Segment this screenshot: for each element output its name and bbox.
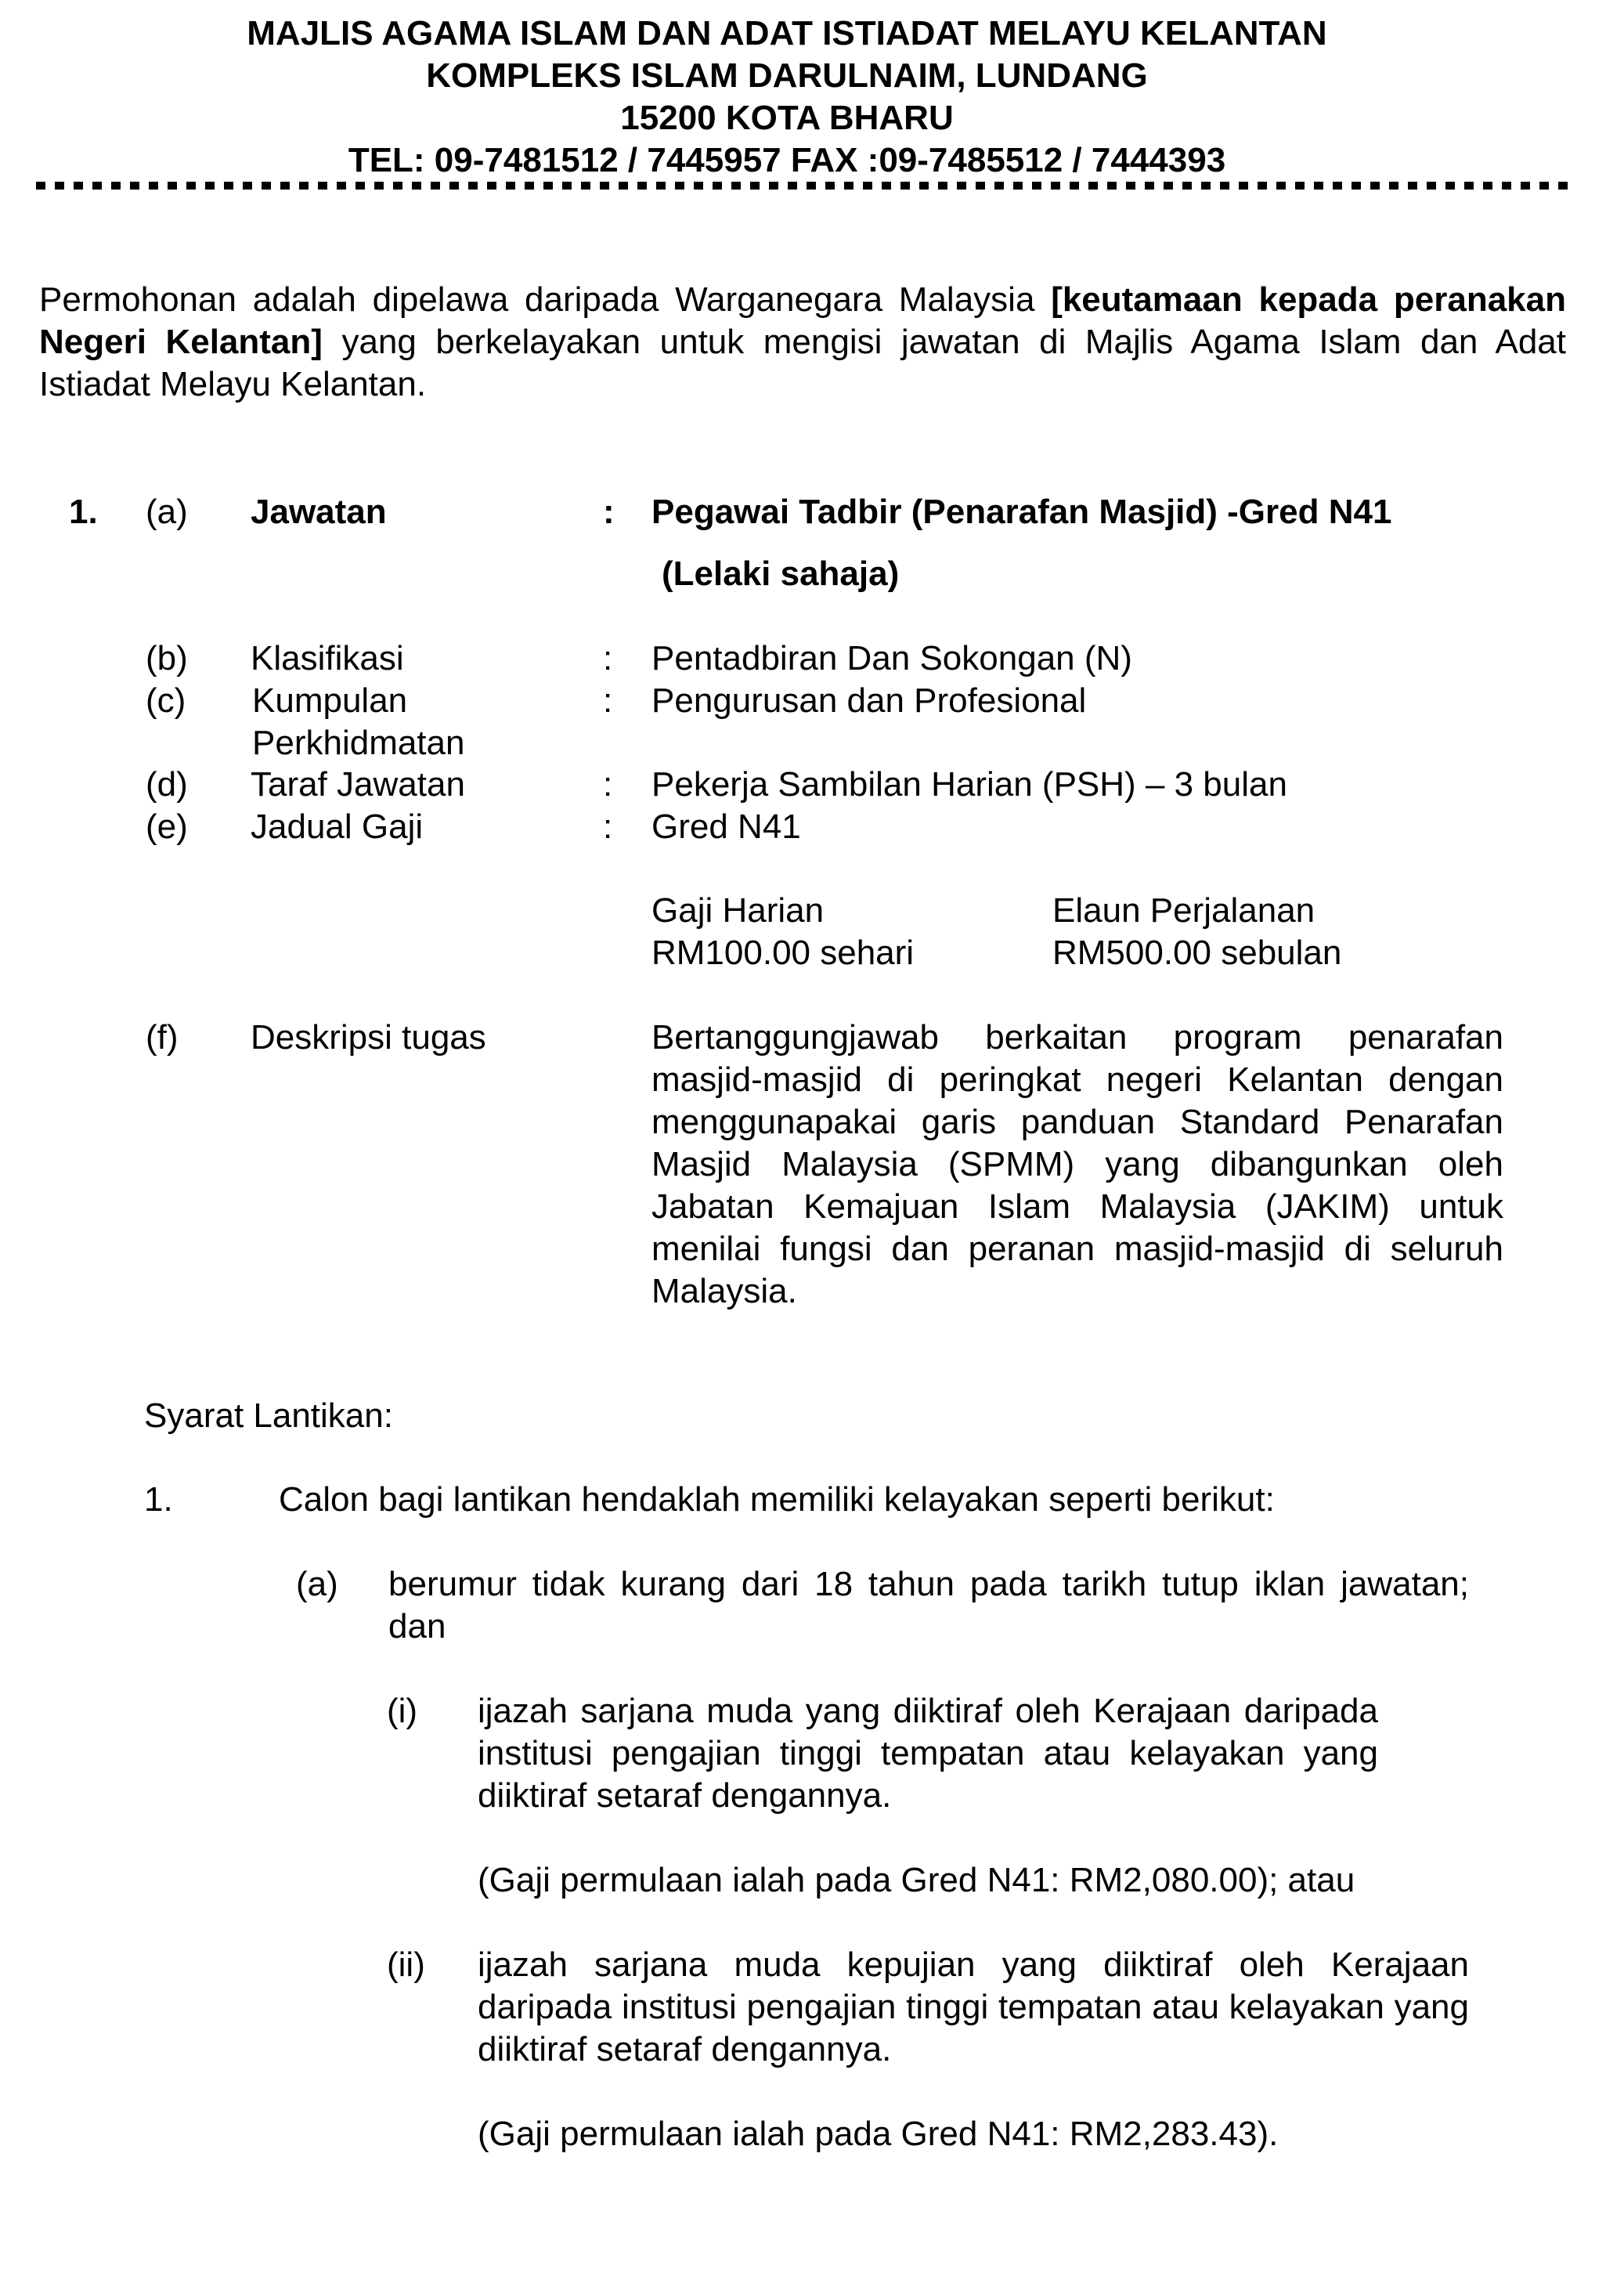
- intro-paragraph: [39, 279, 1566, 406]
- item-d-label: Taraf Jawatan: [251, 765, 465, 804]
- item-d-value: Pekerja Sambilan Harian (PSH) – 3 bulan: [651, 765, 1287, 804]
- syarat-i-salary-note: (Gaji permulaan ialah pada Gred N41: RM2,080.00); atau: [478, 1861, 1355, 1899]
- item-a-label: Jawatan: [251, 493, 387, 531]
- syarat-heading: Syarat Lantikan:: [144, 1396, 393, 1435]
- item-b-separator: :: [603, 639, 613, 677]
- header-address-2: 15200 KOTA BHARU: [620, 99, 954, 137]
- syarat-i-letter: (i): [387, 1692, 418, 1730]
- pay-travel-value: RM500.00 sebulan: [1052, 934, 1342, 972]
- item-a-separator: :: [603, 493, 615, 531]
- item-c-label: Kumpulan: [252, 681, 408, 720]
- item-b-letter: (b): [146, 639, 188, 677]
- section-number: 1.: [69, 493, 98, 531]
- pay-travel-label: Elaun Perjalanan: [1052, 891, 1315, 930]
- syarat-ii-letter: (ii): [387, 1945, 425, 1984]
- item-f-description: Bertanggungjawab berkaitan program penarafan masjid-masjid di peringkat negeri Kelantan dengan menggunapakai garis panduan Standard Penarafan Masjid Malaysia (SPMM) yang dibangunkan oleh Jabatan Kemajuan Islam Malaysia (JAKIM) untuk menilai fungsi dan peranan masjid-masjid di seluruh Malaysia.: [651, 1018, 1503, 1310]
- item-a-value-note: (Lelaki sahaja): [662, 555, 900, 593]
- syarat-ii-salary-note: (Gaji permulaan ialah pada Gred N41: RM2,283.43).: [478, 2115, 1279, 2153]
- syarat-a-letter: (a): [296, 1565, 338, 1603]
- syarat-text: Calon bagi lantikan hendaklah memiliki kelayakan seperti berikut:: [279, 1480, 1275, 1519]
- item-b-label: Klasifikasi: [251, 639, 404, 677]
- pay-daily-label: Gaji Harian: [651, 891, 825, 930]
- item-d-separator: :: [603, 765, 613, 804]
- item-a-letter: (a): [146, 493, 188, 531]
- header-contact: TEL: 09-7481512 / 7445957 FAX :09-7485512 / 7444393: [348, 141, 1226, 179]
- item-e-letter: (e): [146, 807, 188, 846]
- item-c-separator: :: [603, 681, 613, 720]
- syarat-ii-text: ijazah sarjana muda kepujian yang diiktiraf oleh Kerajaan daripada institusi pengajian tinggi tempatan atau kelayakan yang diiktiraf setaraf dengannya.: [478, 1945, 1469, 2068]
- item-e-separator: :: [603, 807, 613, 846]
- item-d-letter: (d): [146, 765, 188, 804]
- header-divider: [36, 182, 1574, 190]
- item-e-value: Gred N41: [651, 807, 801, 846]
- header-address-1: KOMPLEKS ISLAM DARULNAIM, LUNDANG: [426, 56, 1148, 95]
- header-org-name: MAJLIS AGAMA ISLAM DAN ADAT ISTIADAT MELAYU KELANTAN: [247, 14, 1327, 52]
- intro-text-start: Permohonan adalah dipelawa daripada Warganegara Malaysia: [39, 280, 1052, 319]
- syarat-i-text: ijazah sarjana muda yang diiktiraf oleh Kerajaan daripada institusi pengajian tinggi tempatan atau kelayakan yang diiktiraf setaraf dengannya.: [478, 1692, 1378, 1815]
- syarat-number: 1.: [144, 1480, 173, 1519]
- item-c-letter: (c): [146, 681, 186, 720]
- intro-text-end: yang berkelayakan untuk mengisi jawatan di Majlis Agama Islam dan Adat Istiadat Melayu Kelantan.: [39, 323, 1566, 403]
- item-a-value: Pegawai Tadbir (Penarafan Masjid) -Gred N41: [651, 493, 1392, 531]
- syarat-a-text: berumur tidak kurang dari 18 tahun pada tarikh tutup iklan jawatan; dan: [388, 1565, 1469, 1646]
- item-c-label-2: Perkhidmatan: [252, 724, 465, 762]
- intro-text-bold: [keutamaan kepada peranakan Negeri Kelantan]: [39, 280, 1566, 361]
- item-f-label: Deskripsi tugas: [251, 1018, 486, 1057]
- item-c-value: Pengurusan dan Profesional: [651, 681, 1087, 720]
- pay-daily-value: RM100.00 sehari: [651, 934, 915, 972]
- item-f-letter: (f): [146, 1018, 179, 1057]
- item-e-label: Jadual Gaji: [251, 807, 424, 846]
- item-b-value: Pentadbiran Dan Sokongan (N): [651, 639, 1132, 677]
